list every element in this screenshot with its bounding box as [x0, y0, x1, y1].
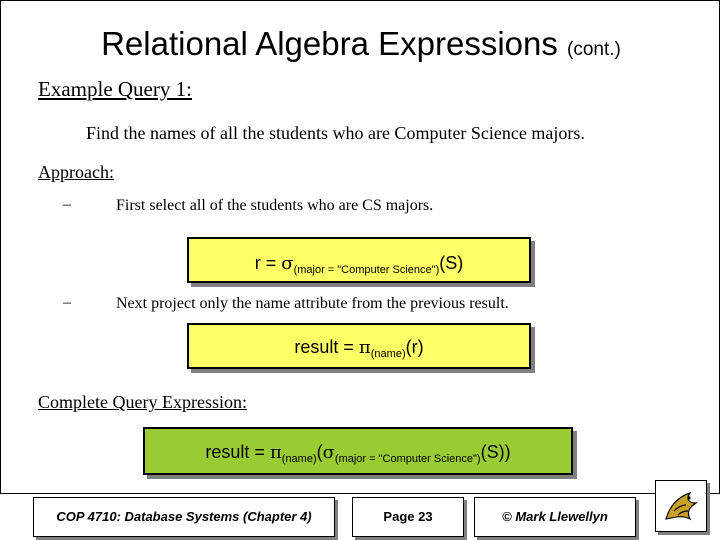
- title-main: Relational Algebra Expressions: [101, 25, 558, 62]
- bullet-dash-2: –: [63, 294, 71, 311]
- expr1-lhs: r =: [254, 253, 282, 273]
- expr1-subscript: (major = "Computer Science"): [293, 264, 440, 276]
- selection-expression-box: [187, 237, 531, 283]
- expr3-arg: (S)): [480, 442, 511, 462]
- expr2-lhs: result =: [294, 337, 359, 357]
- title-suffix: (cont.): [567, 39, 621, 60]
- pi-symbol-complete: π: [269, 442, 282, 463]
- expr2-subscript: (name): [370, 348, 406, 360]
- bullet-text-2: Next project only the name attribute from the previous result.: [116, 295, 509, 312]
- expr3-subscript-1: (name): [281, 453, 317, 465]
- footer-page: Page 23: [352, 497, 464, 537]
- projection-expression-box: [187, 323, 531, 369]
- complete-expression-box: [143, 427, 573, 475]
- expr2-arg: (r): [405, 337, 424, 357]
- ucf-pegasus-logo-icon: [655, 480, 707, 532]
- expr3-lhs: result =: [205, 442, 270, 462]
- complete-heading: Complete Query Expression:: [38, 392, 247, 412]
- footer-author: © Mark Llewellyn: [474, 497, 636, 537]
- slide-title: [1, 25, 720, 63]
- sigma-symbol: σ: [281, 253, 294, 274]
- expr3-open-paren: (: [316, 442, 323, 462]
- approach-heading: Approach:: [38, 162, 114, 182]
- footer-course: COP 4710: Database Systems (Chapter 4): [33, 497, 335, 537]
- bullet-dash-1: –: [63, 196, 71, 213]
- slide-footer: [0, 494, 720, 540]
- sigma-symbol-complete: σ: [322, 442, 335, 463]
- expr3-subscript-2: (major = "Computer Science"): [334, 453, 481, 465]
- bullet-text-1: First select all of the students who are CS majors.: [116, 197, 434, 214]
- example-heading: Example Query 1:: [38, 77, 192, 101]
- question-text: Find the names of all the students who are Computer Science majors.: [86, 123, 585, 143]
- expr1-arg: (S): [439, 253, 464, 273]
- pi-symbol: π: [358, 337, 371, 358]
